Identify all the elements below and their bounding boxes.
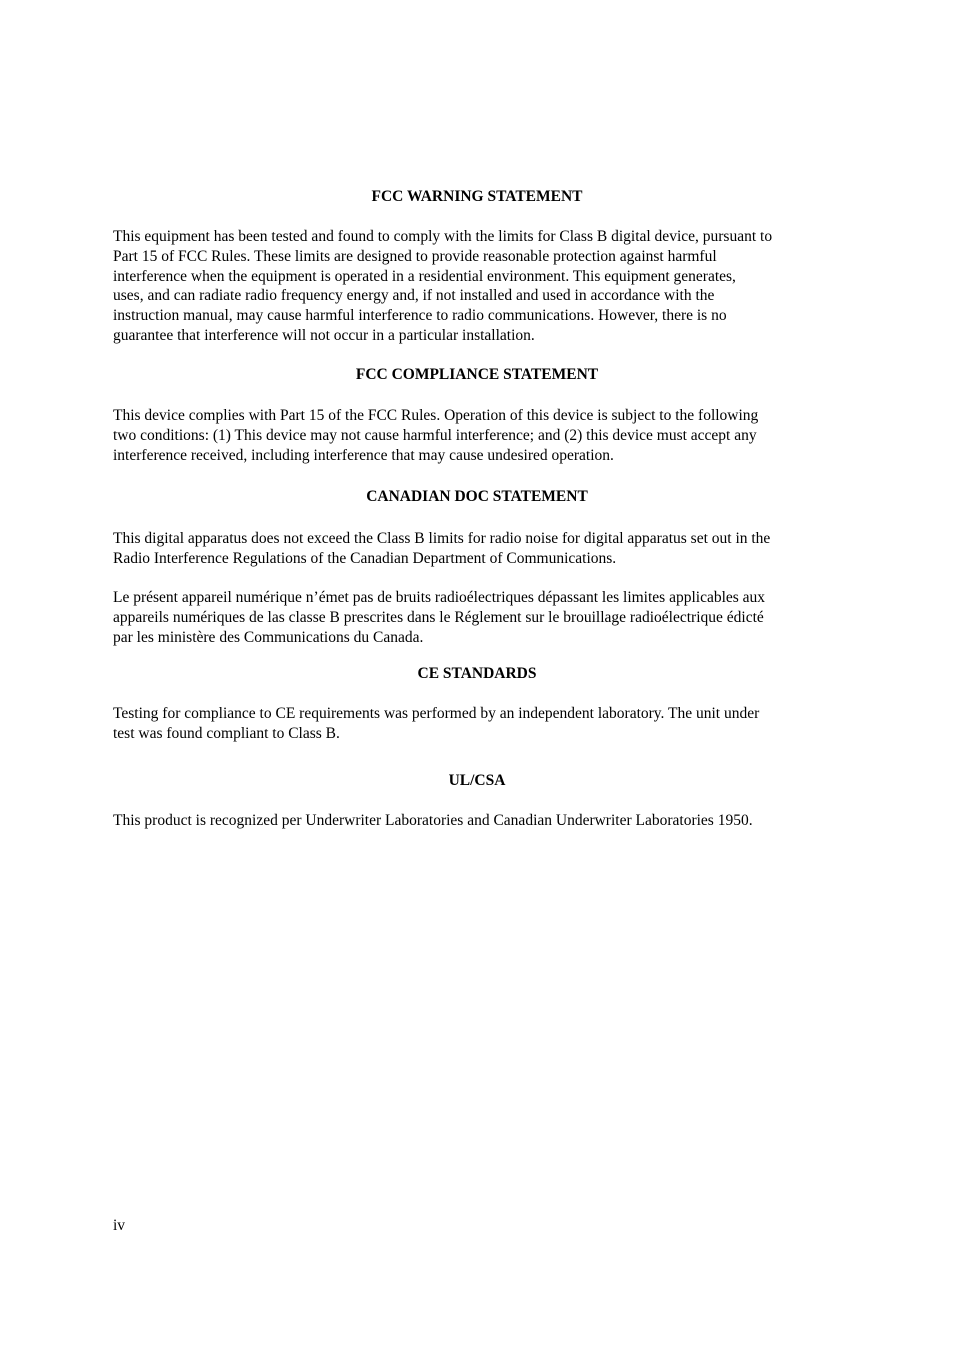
paragraph-fcc-warning [113, 227, 853, 346]
text-line: two conditions: (1) This device may not cause harmful interference; and (2) this device must accept any [113, 426, 757, 444]
text-line: Part 15 of FCC Rules. These limits are designed to provide reasonable protection against harmful [113, 247, 717, 265]
page-number: iv [113, 1217, 126, 1234]
section-heading-fcc-compliance: FCC COMPLIANCE STATEMENT [355, 366, 599, 383]
text-line: appareils numériques de las classe B prescrites dans le Réglement sur le brouillage radioélectrique édicté [113, 608, 764, 626]
text-line: guarantee that interference will not occur in a particular installation. [113, 326, 535, 344]
text-line: This device complies with Part 15 of the FCC Rules. Operation of this device is subject to the following [113, 407, 759, 424]
text-line: This digital apparatus does not exceed the Class B limits for radio noise for digital apparatus set out in the [113, 530, 771, 547]
text-line: test was found compliant to Class B. [113, 724, 340, 742]
text-line: This product is recognized per Underwriter Laboratories and Canadian Underwriter Laboratories 1950. [113, 812, 753, 829]
text-line: par les ministère des Communications du Canada. [113, 628, 424, 646]
paragraph-ce-standards [113, 704, 853, 744]
section-heading-ce-standards: CE STANDARDS [417, 665, 537, 682]
text-line: Radio Interference Regulations of the Canadian Department of Communications. [113, 549, 617, 567]
section-heading-fcc-warning: FCC WARNING STATEMENT [371, 188, 583, 205]
paragraph-ul-csa [113, 811, 853, 831]
text-line: instruction manual, may cause harmful interference to radio communications. However, there is no [113, 307, 727, 325]
text-line: uses, and can radiate radio frequency energy and, if not installed and used in accordance with the [113, 287, 715, 305]
paragraph-canadian-doc-english [113, 529, 853, 569]
text-line: Testing for compliance to CE requirements was performed by an independent laboratory. The unit under [113, 705, 760, 722]
paragraph-canadian-doc-french [113, 588, 853, 647]
section-heading-ul-csa: UL/CSA [448, 772, 506, 789]
text-line: interference received, including interference that may cause undesired operation. [113, 446, 614, 464]
section-heading-canadian-doc: CANADIAN DOC STATEMENT [366, 488, 588, 505]
text-line: interference when the equipment is operated in a residential environment. This equipment generates, [113, 267, 736, 285]
text-line: This equipment has been tested and found to comply with the limits for Class B digital device, pursuant to [113, 228, 773, 245]
paragraph-fcc-compliance [113, 406, 853, 465]
text-line: Le présent appareil numérique n’émet pas de bruits radioélectriques dépassant les limites applicables aux [113, 589, 766, 606]
